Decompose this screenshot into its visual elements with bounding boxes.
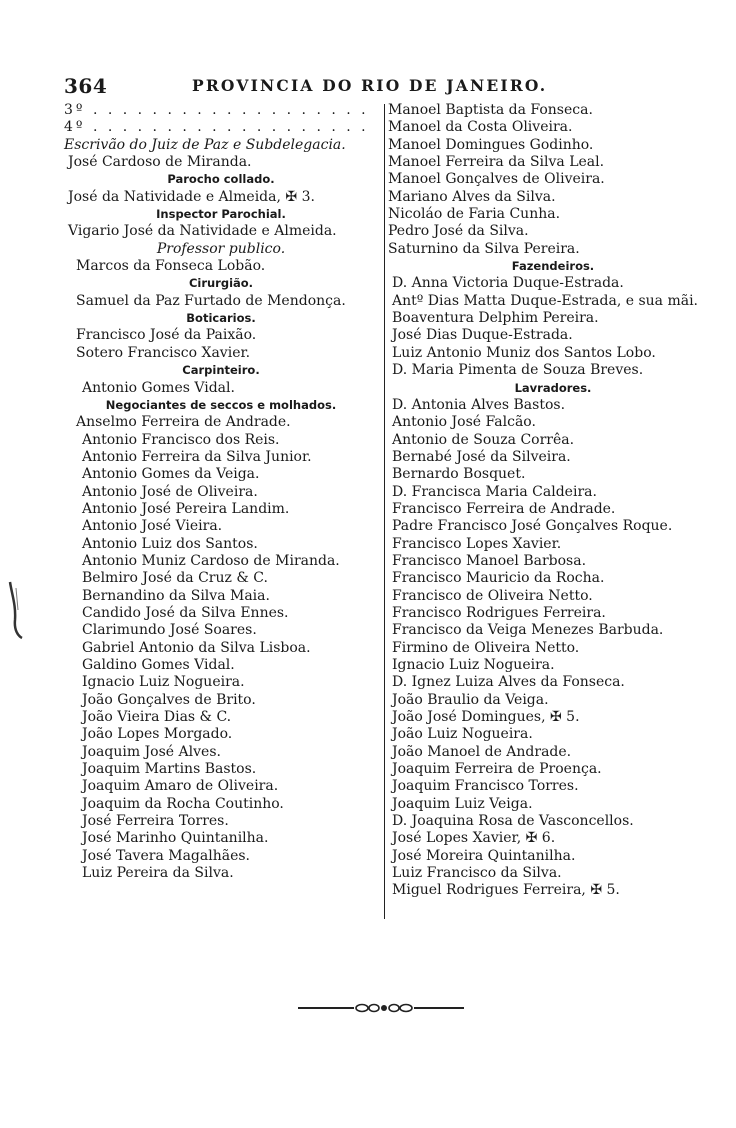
list-entry: Francisco de Oliveira Netto.: [392, 587, 593, 604]
list-entry: João Vieira Dias & C.: [82, 709, 232, 726]
list-entry: Joaquim da Rocha Coutinho.: [82, 795, 284, 812]
list-entry: Anselmo Ferreira de Andrade.: [76, 414, 291, 431]
list-entry: Professor publico.: [156, 240, 286, 257]
list-entry: Escrivão do Juiz de Paz e Subdelegacia.: [64, 136, 346, 153]
list-entry: Francisco Mauricio da Rocha.: [392, 570, 605, 587]
list-entry: 3º . . . . . . . . . . . . . . . . . . .: [64, 102, 369, 118]
list-entry: Antº Dias Matta Duque-Estrada, e sua mãi.: [392, 292, 698, 309]
list-entry: Francisco Manoel Barbosa.: [392, 552, 587, 569]
margin-binding-mark: [6, 580, 24, 640]
list-entry: Pedro José da Silva.: [388, 223, 529, 240]
list-entry: 4º . . . . . . . . . . . . . . . . . . .: [64, 119, 369, 136]
list-entry: Antonio Ferreira da Silva Junior.: [82, 448, 312, 465]
list-entry: Francisco da Veiga Menezes Barbuda.: [392, 622, 664, 639]
list-entry: Manoel da Costa Oliveira.: [388, 119, 573, 136]
list-entry: Francisco José da Paixão.: [76, 327, 257, 344]
list-entry: Boaventura Delphim Pereira.: [392, 310, 599, 327]
list-entry: João Lopes Morgado.: [82, 726, 233, 743]
list-entry: Joaquim Luiz Veiga.: [392, 795, 533, 812]
list-entry: José Dias Duque-Estrada.: [392, 327, 573, 344]
section-heading: Lavradores.: [514, 380, 592, 395]
list-entry: José Lopes Xavier, ✠ 6.: [392, 830, 556, 847]
list-entry: Manoel Domingues Godinho.: [388, 136, 594, 153]
list-entry: Luiz Francisco da Silva.: [392, 865, 562, 882]
list-entry: Francisco Rodrigues Ferreira.: [392, 604, 606, 621]
list-entry: Antonio Francisco dos Reis.: [82, 431, 280, 448]
list-entry: Antonio José Falcão.: [392, 414, 536, 431]
list-entry: D. Anna Victoria Duque-Estrada.: [392, 275, 624, 292]
page-number: 364: [64, 74, 108, 98]
list-entry: João Braulio da Veiga.: [392, 691, 549, 708]
section-heading: Cirurgião.: [188, 276, 254, 291]
list-entry: D. Antonia Alves Bastos.: [392, 396, 566, 413]
list-entry: Antonio Muniz Cardoso de Miranda.: [82, 552, 340, 569]
list-entry: Miguel Rodrigues Ferreira, ✠ 5.: [392, 882, 620, 899]
list-entry: Manoel Baptista da Fonseca.: [388, 102, 593, 118]
list-entry: Vigario José da Natividade e Almeida.: [68, 223, 337, 240]
list-entry: João Luiz Nogueira.: [392, 726, 533, 743]
running-head: PROVINCIA DO RIO DE JANEIRO.: [192, 76, 548, 95]
list-entry: Sotero Francisco Xavier.: [76, 344, 251, 361]
list-entry: Marcos da Fonseca Lobão.: [76, 258, 266, 275]
list-entry: Belmiro José da Cruz & C.: [82, 570, 268, 587]
list-entry: Antonio José de Oliveira.: [82, 483, 258, 500]
section-heading: Inspector Parochial.: [156, 207, 286, 222]
list-entry: José Cardoso de Miranda.: [68, 154, 252, 171]
list-entry: Joaquim Francisco Torres.: [392, 778, 579, 795]
list-entry: Bernardo Bosquet.: [392, 466, 526, 483]
column-divider: [384, 104, 385, 919]
list-entry: Francisco Lopes Xavier.: [392, 535, 562, 552]
list-entry: Manoel Gonçalves de Oliveira.: [388, 171, 605, 188]
list-entry: Antonio José Pereira Landim.: [82, 500, 290, 517]
list-entry: Saturnino da Silva Pereira.: [388, 240, 580, 257]
list-entry: José Marinho Quintanilha.: [82, 830, 269, 847]
list-entry: D. Francisca Maria Caldeira.: [392, 483, 597, 500]
list-entry: Candido José da Silva Ennes.: [82, 604, 289, 621]
list-entry: José Tavera Magalhães.: [82, 847, 250, 864]
left-column: [64, 102, 378, 882]
list-entry: João Manoel de Andrade.: [392, 743, 572, 760]
list-entry: Antonio José Vieira.: [82, 518, 223, 535]
list-entry: Ignacio Luiz Nogueira.: [392, 657, 555, 673]
list-entry: Luiz Antonio Muniz dos Santos Lobo.: [392, 344, 656, 361]
list-entry: Joaquim José Alves.: [82, 743, 221, 760]
list-entry: Francisco Ferreira de Andrade.: [392, 500, 616, 517]
list-entry: Joaquim Martins Bastos.: [82, 761, 257, 778]
list-entry: Nicoláo de Faria Cunha.: [388, 206, 561, 223]
list-entry: D. Ignez Luiza Alves da Fonseca.: [392, 674, 625, 691]
list-entry: D. Joaquina Rosa de Vasconcellos.: [392, 813, 634, 830]
list-entry: João Gonçalves de Brito.: [82, 691, 256, 708]
list-entry: D. Maria Pimenta de Souza Breves.: [392, 362, 644, 379]
section-heading: Negociantes de seccos e molhados.: [105, 397, 337, 412]
list-entry: José da Natividade e Almeida, ✠ 3.: [68, 188, 315, 205]
section-heading: Parocho collado.: [167, 172, 275, 187]
list-entry: Padre Francisco José Gonçalves Roque.: [392, 518, 673, 535]
section-heading: Carpinteiro.: [182, 363, 260, 378]
section-heading: Boticarios.: [186, 311, 256, 326]
list-entry: Clarimundo José Soares.: [82, 622, 257, 639]
section-heading: Fazendeiros.: [511, 259, 595, 274]
list-entry: Antonio de Souza Corrêa.: [392, 431, 575, 448]
list-entry: Samuel da Paz Furtado de Mendonça.: [76, 292, 346, 309]
list-entry: Antonio Gomes da Veiga.: [82, 466, 260, 483]
list-entry: José Moreira Quintanilha.: [392, 847, 576, 864]
list-entry: Gabriel Antonio da Silva Lisboa.: [82, 639, 311, 656]
list-entry: Luiz Pereira da Silva.: [82, 865, 234, 882]
list-entry: Joaquim Ferreira de Proença.: [392, 761, 602, 778]
end-flourish-ornament: [296, 998, 466, 1018]
list-entry: Joaquim Amaro de Oliveira.: [82, 778, 279, 795]
right-column: [388, 102, 718, 900]
list-entry: Mariano Alves da Silva.: [388, 188, 556, 205]
list-entry: Ignacio Luiz Nogueira.: [82, 674, 245, 691]
list-entry: João José Domingues, ✠ 5.: [392, 709, 580, 726]
list-entry: Manoel Ferreira da Silva Leal.: [388, 154, 605, 171]
list-entry: Antonio Luiz dos Santos.: [82, 535, 258, 552]
list-entry: Antonio Gomes Vidal.: [82, 379, 235, 396]
list-entry: Bernabé José da Silveira.: [392, 448, 571, 465]
list-entry: José Ferreira Torres.: [82, 813, 229, 830]
list-entry: Firmino de Oliveira Netto.: [392, 639, 580, 656]
list-entry: Bernandino da Silva Maia.: [82, 587, 270, 604]
list-entry: Galdino Gomes Vidal.: [82, 657, 235, 673]
